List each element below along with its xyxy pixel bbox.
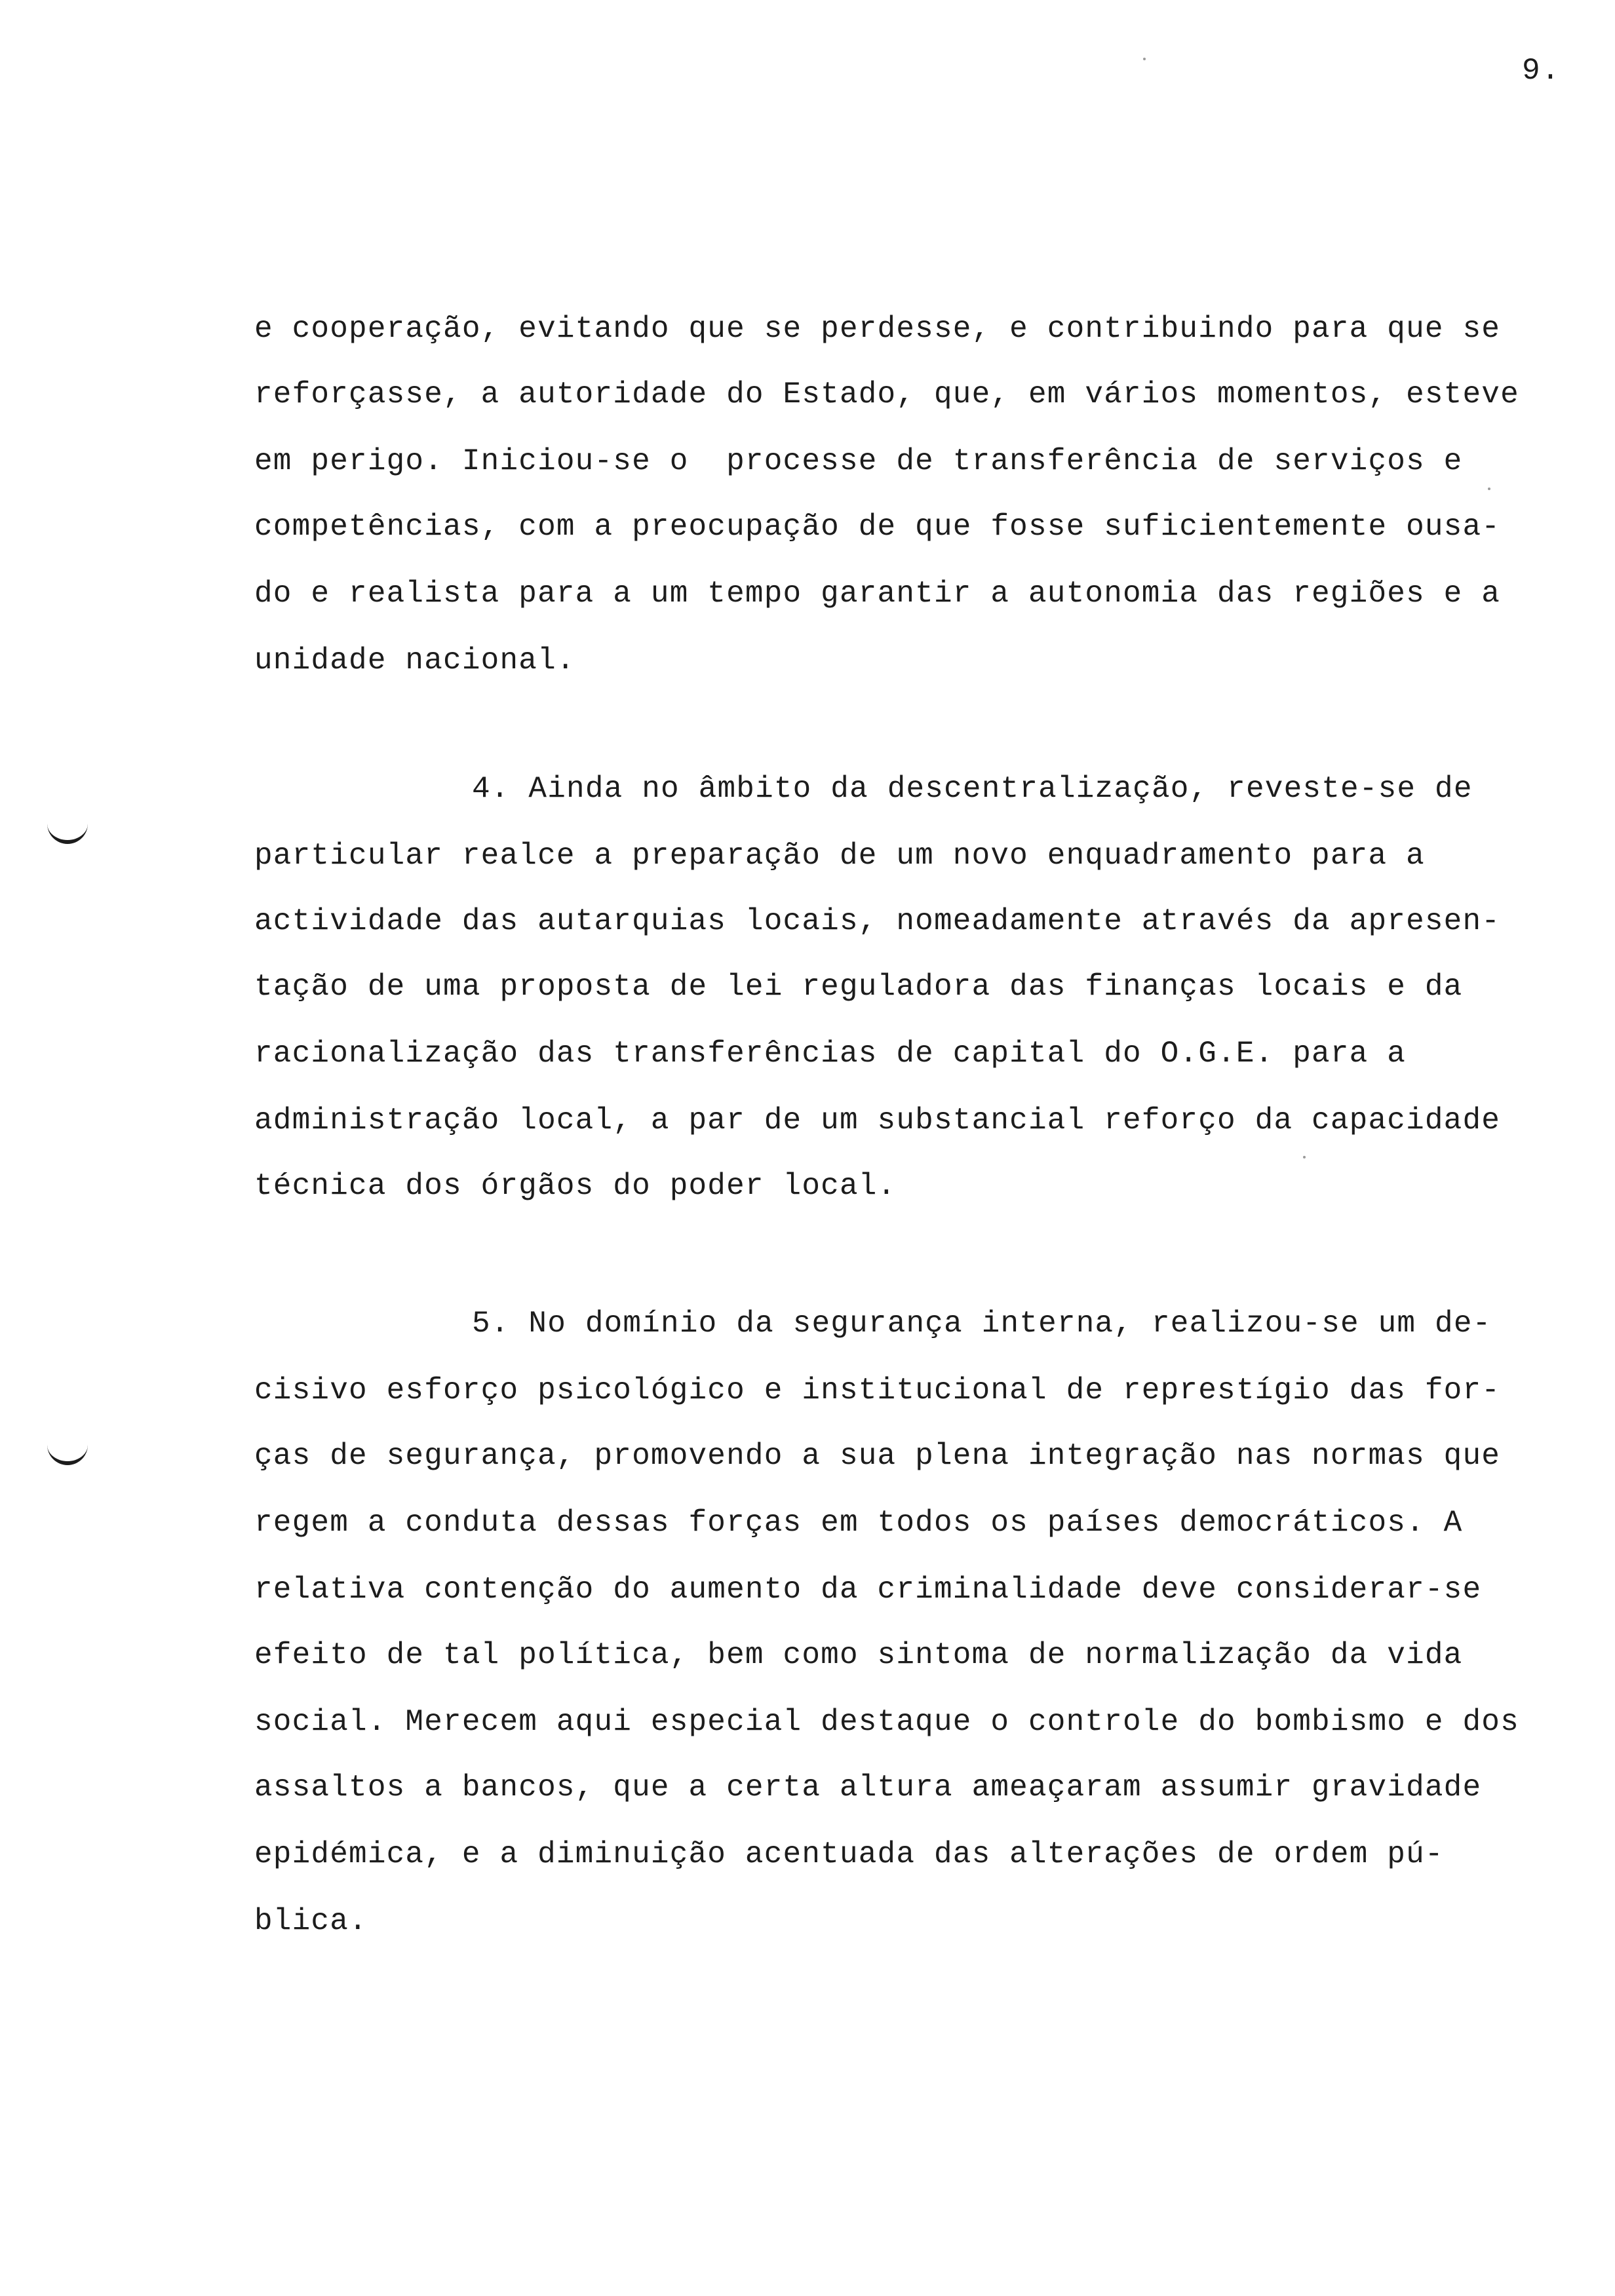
text-line: do e realista para a um tempo garantir a autonomia das regiões e a xyxy=(254,577,1501,611)
text-line: ças de segurança, promovendo a sua plena integração nas normas que xyxy=(254,1439,1501,1473)
scan-speck xyxy=(1303,1156,1306,1158)
text-line: cisivo esforço psicológico e institucional de represtígio das for- xyxy=(254,1373,1501,1407)
text-line: relativa contenção do aumento da criminalidade deve considerar-se xyxy=(254,1573,1482,1607)
text-line: administração local, a par de um substancial reforço da capacidade xyxy=(254,1103,1501,1138)
text-line: blica. xyxy=(254,1904,368,1938)
margin-tick-mark xyxy=(47,1442,88,1465)
text-line: unidade nacional. xyxy=(254,643,575,678)
page-number: 9. xyxy=(1522,54,1561,88)
text-line: regem a conduta dessas forças em todos os países democráticos. A xyxy=(254,1506,1463,1540)
text-line: reforçasse, a autoridade do Estado, que, em vários momentos, esteve xyxy=(254,377,1519,411)
text-line: particular realce a preparação de um novo enquadramento para a xyxy=(254,839,1425,873)
margin-tick-mark xyxy=(47,820,88,844)
text-line: efeito de tal política, bem como sintoma de normalização da vida xyxy=(254,1638,1463,1672)
text-line: racionalização das transferências de capital do O.G.E. para a xyxy=(254,1037,1407,1071)
text-line: técnica dos órgãos do poder local. xyxy=(254,1169,897,1203)
scan-speck xyxy=(1143,58,1146,60)
text-line: 4. Ainda no âmbito da descentralização, reveste-se de xyxy=(472,772,1473,806)
text-line: social. Merecem aqui especial destaque o controle do bombismo e dos xyxy=(254,1705,1519,1739)
text-line: e cooperação, evitando que se perdesse, e contribuindo para que se xyxy=(254,312,1501,346)
scan-speck xyxy=(1488,488,1490,490)
text-line: assaltos a bancos, que a certa altura ameaçaram assumir gravidade xyxy=(254,1770,1482,1805)
text-line: epidémica, e a diminuição acentuada das alterações de ordem pú- xyxy=(254,1837,1444,1871)
text-line: 5. No domínio da segurança interna, realizou-se um de- xyxy=(472,1307,1492,1341)
text-line: actividade das autarquias locais, nomeadamente através da apresen- xyxy=(254,904,1501,938)
text-line: tação de uma proposta de lei reguladora das finanças locais e da xyxy=(254,970,1463,1004)
text-line: competências, com a preocupação de que fosse suficientemente ousa- xyxy=(254,510,1501,544)
text-line: em perigo. Iniciou-se o processe de transferência de serviços e xyxy=(254,444,1463,478)
